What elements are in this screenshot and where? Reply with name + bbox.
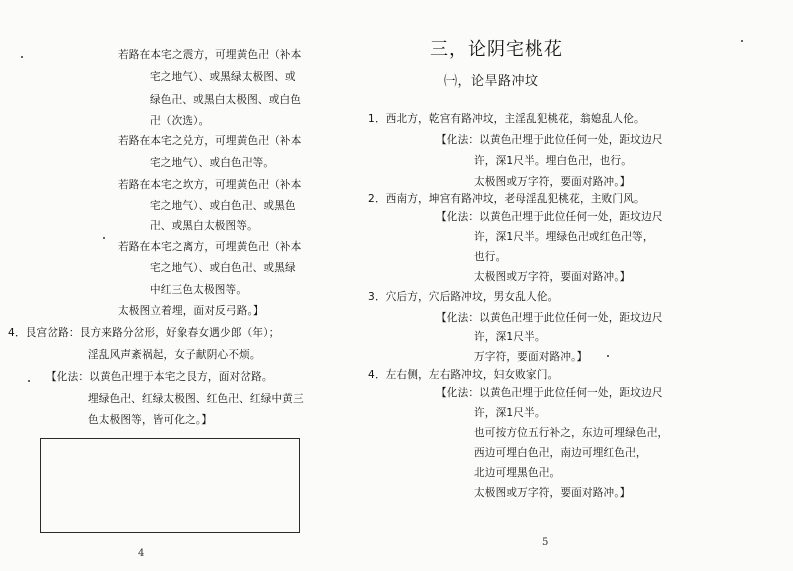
- text-line: 太极图立着埋，面对反弓路。】: [118, 305, 264, 317]
- text-line: 也可按方位五行补之，东边可埋绿色卍，: [474, 427, 669, 439]
- text-line: 【化法：以黄色卍埋于此位任何一处，距坟边尺: [436, 387, 663, 399]
- text-line: 若路在本宅之震方，可埋黄色卍（补本: [118, 49, 302, 61]
- scan-speck: [741, 40, 743, 42]
- text-line: 许，深1尺半。: [474, 407, 546, 419]
- text-line: 4．艮宫岔路：艮方来路分岔形，好象春女遇少郎（年）；: [8, 327, 280, 339]
- text-line: 卍（次选）。: [150, 115, 210, 127]
- right-page: [368, 0, 793, 571]
- page-title: 三，论阴宅桃花: [430, 39, 563, 60]
- text-line: 北边可埋黑色卍。: [474, 467, 561, 479]
- text-line: 【化法：以黄色卍埋于此位任何一处，距坟边尺: [436, 312, 663, 324]
- text-line: 【化法：以黄色卍埋于此位任何一处，距坟边尺: [436, 134, 663, 146]
- text-line: 太极图或万字符，要面对路冲。】: [474, 271, 631, 283]
- text-line: 若路在本宅之兑方，可埋黄色卍（补本: [118, 135, 302, 147]
- text-line: 西边可埋白色卍，南边可埋红色卍，: [474, 447, 647, 459]
- text-line: 【化法：以黄色卍埋于此位任何一处，距坟边尺: [436, 211, 663, 223]
- text-line: 万字符，要面对路冲。】: [474, 351, 588, 363]
- text-line: 宅之地气）、或黑绿太极图、或: [150, 71, 296, 83]
- text-line: 太极图或万字符，要面对路冲。】: [474, 487, 631, 499]
- text-line: 宅之地气）、或白色卍等。: [150, 157, 275, 169]
- left-page: [0, 0, 396, 571]
- scan-speck: [607, 355, 609, 357]
- empty-frame-box: [40, 438, 300, 533]
- text-line: 中红三色太极图等。: [150, 284, 248, 296]
- text-line: 宅之地气）、或白色卍、或黑绿: [150, 262, 296, 274]
- text-line: 许，深1尺半。埋绿色卍或红色卍等，: [474, 231, 654, 243]
- text-line: 绿色卍、或黑白太极图、或白色: [150, 94, 302, 106]
- text-line: 太极图或万字符，要面对路冲。】: [474, 176, 631, 188]
- text-line: 4．左右侧，左右路冲坟，妇女败家门。: [368, 369, 559, 381]
- text-line: 许，深1尺半。埋白色卍，也行。: [474, 155, 633, 167]
- scan-speck: [103, 237, 105, 239]
- text-line: 也行。: [474, 251, 507, 263]
- text-line: 卍、或黑白太极图等。: [150, 220, 258, 232]
- page-number: 4: [138, 548, 145, 559]
- text-line: 若路在本宅之坎方，可埋黄色卍（补本: [118, 179, 302, 191]
- text-line: 淫乱风声紊祸起，女子献阴心不烦。: [88, 349, 261, 361]
- text-line: 宅之地气）、或白色卍、或黑色: [150, 200, 296, 212]
- text-line: 2．西南方，坤宫有路冲坟，老母淫乱犯桃花，主败门风。: [368, 193, 645, 205]
- text-line: 【化法：以黄色卍埋于本宅之艮方，面对岔路。: [46, 371, 273, 383]
- text-line: 若路在本宅之离方，可埋黄色卍（补本: [118, 241, 302, 253]
- text-line: 许，深1尺半。: [474, 331, 546, 343]
- scan-speck: [21, 56, 23, 58]
- text-line: 3．穴后方，穴后路冲坟，男女乱人伦。: [368, 291, 559, 303]
- section-subtitle: ㈠，论旱路冲坟: [444, 74, 539, 89]
- text-line: 色太极图等，皆可化之。】: [88, 414, 213, 426]
- scan-speck: [28, 380, 30, 382]
- text-line: 1．西北方，乾宫有路冲坟，主淫乱犯桃花，翁媳乱人伦。: [368, 113, 645, 125]
- page-number: 5: [542, 537, 549, 548]
- text-line: 埋绿色卍、红绿太极图、红色卍、红绿中黄三: [88, 393, 304, 405]
